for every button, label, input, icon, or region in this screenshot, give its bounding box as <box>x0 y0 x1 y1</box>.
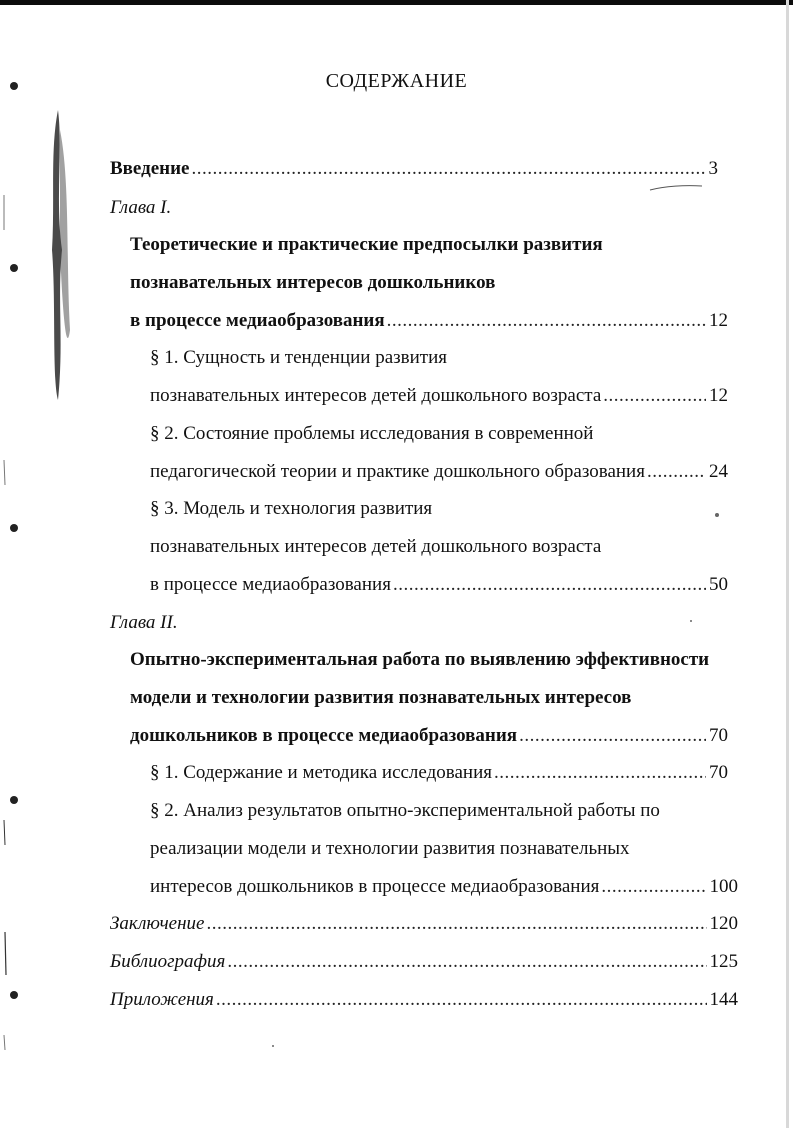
toc-entry-label: Библиография <box>110 951 226 972</box>
toc-entry-page: 12 <box>709 310 728 331</box>
toc-entry-page: 120 <box>709 913 738 934</box>
toc-entry-page: 70 <box>709 725 728 746</box>
scan-pen-mark <box>640 180 710 200</box>
leader-dots <box>519 724 706 748</box>
toc-entry-label: Заключение <box>110 913 205 934</box>
chapter-heading-line: Опытно-экспериментальная работа по выявлению эффективности <box>130 649 710 670</box>
chapter-label: Глава I. <box>110 197 172 218</box>
section-line: § 2. Анализ результатов опытно-экспериментальной работы по <box>150 800 660 821</box>
section-line: § 3. Модель и технология развития <box>150 498 433 519</box>
toc-entry-label: Введение <box>110 158 190 179</box>
toc-entry-bibliography[interactable] <box>110 950 738 974</box>
toc-entry-ch2-sec1[interactable] <box>150 761 728 785</box>
section-line: § 2. Состояние проблемы исследования в современной <box>150 423 594 444</box>
chapter-heading-line: Теоретические и практические предпосылки развития <box>130 234 603 255</box>
page-title: СОДЕРЖАНИЕ <box>325 70 468 92</box>
toc-entry-ch1-sec3[interactable] <box>150 573 728 597</box>
toc-entry-appendices[interactable] <box>110 988 738 1012</box>
section-line: интересов дошкольников в процессе медиаобразования <box>150 876 600 897</box>
toc-entry-page: 100 <box>709 876 738 897</box>
toc-entry-ch2-sec2[interactable] <box>150 875 738 899</box>
section-line: реализации модели и технологии развития познавательных <box>150 838 630 859</box>
leader-dots <box>494 761 706 785</box>
scan-speck <box>715 513 719 517</box>
toc-entry-chapter1[interactable] <box>130 309 728 333</box>
toc-entry-chapter2[interactable] <box>130 724 728 748</box>
toc-entry-label: Приложения <box>110 989 214 1010</box>
toc-entry-conclusion[interactable] <box>110 912 738 936</box>
section-line: педагогической теории и практике дошкольного образования <box>150 461 645 482</box>
leader-dots <box>192 157 706 181</box>
leader-dots <box>393 573 706 597</box>
scan-speck <box>272 1045 274 1047</box>
leader-dots <box>601 875 706 899</box>
toc-entry-page: 12 <box>709 385 728 406</box>
toc-entry-ch1-sec2[interactable] <box>150 460 728 484</box>
toc-entry-ch1-sec1[interactable] <box>150 384 728 408</box>
leader-dots <box>387 309 706 333</box>
chapter-heading-line: в процессе медиаобразования <box>130 310 385 331</box>
toc-entry-page: 50 <box>709 574 728 595</box>
toc-entry-page: 3 <box>708 158 718 179</box>
leader-dots <box>206 912 706 936</box>
toc-entry-page: 24 <box>709 461 728 482</box>
toc-entry-page: 70 <box>709 762 728 783</box>
chapter-heading-line: познавательных интересов дошкольников <box>130 272 496 293</box>
toc-entry-page: 125 <box>709 951 738 972</box>
leader-dots <box>647 460 706 484</box>
leader-dots <box>227 950 706 974</box>
chapter-heading-line: дошкольников в процессе медиаобразования <box>130 725 518 746</box>
toc-entry-page: 144 <box>709 989 738 1010</box>
section-line: в процессе медиаобразования <box>150 574 391 595</box>
scan-speck <box>690 620 692 622</box>
toc-entry-intro[interactable] <box>110 157 718 181</box>
leader-dots <box>603 384 706 408</box>
leader-dots <box>216 988 707 1012</box>
section-line: § 1. Содержание и методика исследования <box>150 762 492 783</box>
section-line: познавательных интересов детей дошкольного возраста <box>150 536 602 557</box>
section-line: познавательных интересов детей дошкольного возраста <box>150 385 602 406</box>
chapter-label: Глава II. <box>110 612 178 633</box>
section-line: § 1. Сущность и тенденции развития <box>150 347 448 368</box>
chapter-heading-line: модели и технологии развития познавательных интересов <box>130 687 632 708</box>
